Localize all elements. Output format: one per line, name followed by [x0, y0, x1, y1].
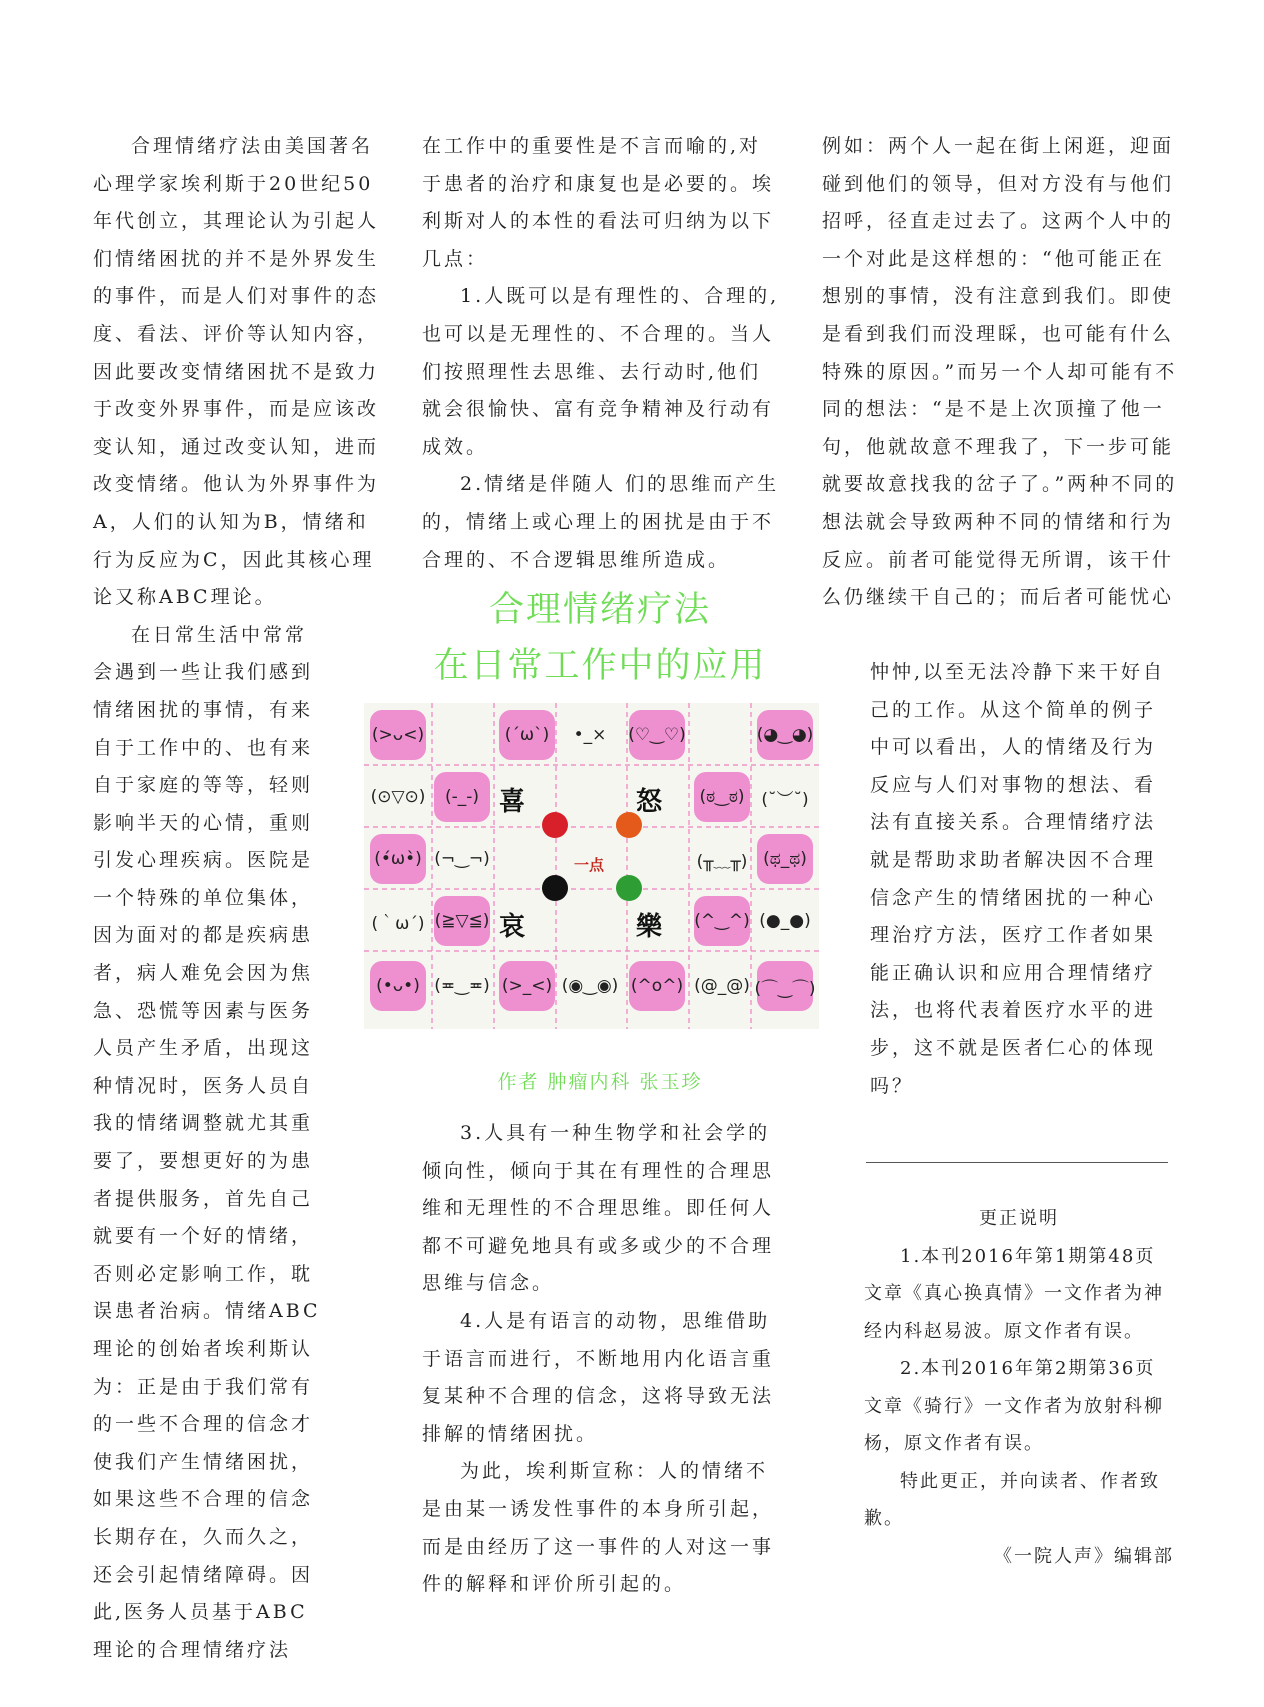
emoticon-face: (ಥ_ಥ)	[757, 834, 813, 884]
article-column-3-lower	[870, 654, 1176, 1105]
emoticon-face: (>_<)	[499, 961, 555, 1011]
paragraph: 2.情绪是伴随人 们的思维而产生的，情绪上或心理上的困扰是由于不合理的、不合逻辑思维所造成。	[422, 473, 780, 571]
emoticon-face: (-_-)	[434, 772, 490, 822]
paragraph: 4.人是有语言的动物，思维借助于语言而进行，不断地用内化语言重复某种不合理的信念，这将导致无法排解的情绪困扰。	[422, 1309, 775, 1445]
glyph-anger: 怒	[636, 787, 663, 817]
emoticon-face: (^‿^)	[694, 896, 750, 946]
emoticon-face: (⊙▽⊙)	[370, 787, 426, 807]
emoticon-face: (•́ω•̀)	[370, 834, 426, 884]
article-column-3	[822, 128, 1178, 617]
emoticon-face: (⌒‿⌒)	[757, 961, 813, 1011]
black-dot	[542, 875, 568, 901]
correction-item: 2.本刊2016年第2期第36页文章《骑行》一文作者为放射科柳杨，原文作者有误。	[864, 1358, 1164, 1454]
orange-dot	[616, 812, 642, 838]
green-dot	[616, 875, 642, 901]
article-author: 作者 肿瘤内科 张玉珍	[497, 1071, 703, 1093]
article-title-line2: 在日常工作中的应用	[433, 646, 767, 686]
paragraph: 合理情绪疗法由美国著名心理学家埃利斯于20世纪50年代创立，其理论认为引起人们情绪困扰的并不是外界发生的事件，而是人们对事件的态度、看法、评价等认知内容，因此要改变情绪困扰不是致力于改变外界事件，而是应该改变认知，通过改变认知，进而改变情绪。他认为外界事件为A，人们的认知为B，情绪和行为反应为C，因此其核心理论又称ABC理论。	[93, 135, 380, 609]
article-title-line1: 合理情绪疗法	[488, 590, 711, 630]
emoticon-face: (•ᴗ•)	[370, 961, 426, 1011]
article-column-2	[422, 128, 782, 579]
correction-item: 1.本刊2016年第1期第48页文章《真心换真情》一文作者为神经内科赵易波。原文作者有误。	[864, 1245, 1164, 1342]
emoticon-face: (ಠ‿ಠ)	[694, 772, 750, 822]
divider	[866, 1162, 1168, 1163]
correction-notice	[864, 1200, 1174, 1575]
emoticon-face: (●_●)	[759, 911, 811, 931]
red-dot	[542, 812, 568, 838]
emoticon-face: (◉‿◉)	[561, 976, 619, 996]
emotion-illustration	[364, 703, 819, 1029]
emoticon-face: •_×	[573, 725, 607, 745]
emoticon-face: (≧▽≦)	[434, 896, 490, 946]
correction-title: 更正说明	[979, 1208, 1059, 1229]
article-column-2-lower	[422, 1115, 782, 1604]
paragraph: 例如：两个人一起在街上闲逛，迎面碰到他们的领导，但对方没有与他们招呼，径直走过去了。这两个人中的一个对此是这样想的：“他可能正在想别的事情，没有注意到我们。即使是看到我们而没理睬，也可能有什么特殊的原因。”而另一个人却可能有不同的想法：“是不是上次顶撞了他一句，他就故意不理我了，下一步可能就要故意找我的岔子了。”两种不同的想法就会导致两种不同的情绪和行为反应。前者可能觉得无所谓，该干什么仍继续干自己的；而后者可能忧心	[822, 135, 1178, 609]
emoticon-face: (>ᴗ<)	[370, 710, 426, 760]
correction-note: 特此更正，并向读者、作者致歉。	[864, 1470, 1160, 1529]
emoticon-face: (╥﹏╥)	[696, 851, 748, 872]
paragraph: 3.人具有一种生物学和社会学的倾向性，倾向于其在有理性的合理思维和无理性的不合理思维。即任何人都不可避免地具有或多或少的不合理思维与信念。	[422, 1122, 775, 1295]
glyph-happy: 樂	[636, 912, 663, 942]
emoticon-face: (@_@)	[694, 976, 750, 996]
article-column-1	[93, 128, 383, 1669]
paragraph: 在日常生活中常常会遇到一些让我们感到情绪困扰的事情，有来自于工作中的、也有来自于家庭的等等，轻则影响半天的心情，重则引发心理疾病。医院是一个特殊的单位集体，因为面对的都是疾病患者，病人难免会因为焦急、恐慌等因素与医务人员产生矛盾，出现这种情况时，医务人员自我的情绪调整就尤其重要了，要想更好的为患者提供服务，首先自己就要有一个好的情绪，否则必定影响工作，耽误患者治病。情绪ABC理论的创始者埃利斯认为：正是由于我们常有的一些不合理的信念才使我们产生情绪困扰，如果这些不合理的信念长期存在，久而久之，还会引起情绪障碍。因此,医务人员基于ABC理论的合理情绪疗法	[93, 623, 321, 1661]
paragraph: 1.人既可以是有理性的、合理的,也可以是无理性的、不合理的。当人们按照理性去思维、去行动时,他们就会很愉快、富有竞争精神及行动有成效。	[422, 285, 780, 458]
emoticon-face: (♡‿♡)	[629, 710, 685, 760]
emoticon-face: (≖‿≖)	[434, 976, 490, 996]
paragraph: 在工作中的重要性是不言而喻的,对于患者的治疗和康复也是必要的。埃利斯对人的本性的看法可归纳为以下几点：	[422, 135, 775, 270]
correction-signature: 《一院人声》编辑部	[994, 1545, 1174, 1567]
emoticon-face: (^o^)	[629, 961, 685, 1011]
emoticon-face: (˘︶˘)	[761, 789, 809, 810]
paragraph: 为此，埃利斯宣称：人的情绪不是由某一诱发性事件的本身所引起，而是由经历了这一事件的人对这一事件的解释和评价所引起的。	[422, 1460, 775, 1596]
emoticon-face: (´ω`)	[499, 710, 555, 760]
center-text: 一点	[574, 856, 605, 874]
emoticon-face: (¬‿¬)	[434, 849, 490, 869]
paragraph: 忡忡,以至无法冷静下来干好自己的工作。从这个简单的例子中可以看出，人的情绪及行为反应与人们对事物的想法、看法有直接关系。合理情绪疗法就是帮助求助者解决因不合理信念产生的情绪困扰的一种心 理治疗方法，医疗工作者如果能正确认识和应用合理情绪疗法，也将代表着医疗水平的进步，这不就是医者仁心的体现吗？	[870, 661, 1166, 1097]
glyph-joy: 喜	[499, 787, 526, 817]
emoticon-face: (｀ω´)	[371, 913, 425, 934]
emoticon-face: (◕‿◕)	[757, 710, 813, 760]
glyph-sorrow: 哀	[499, 912, 526, 942]
